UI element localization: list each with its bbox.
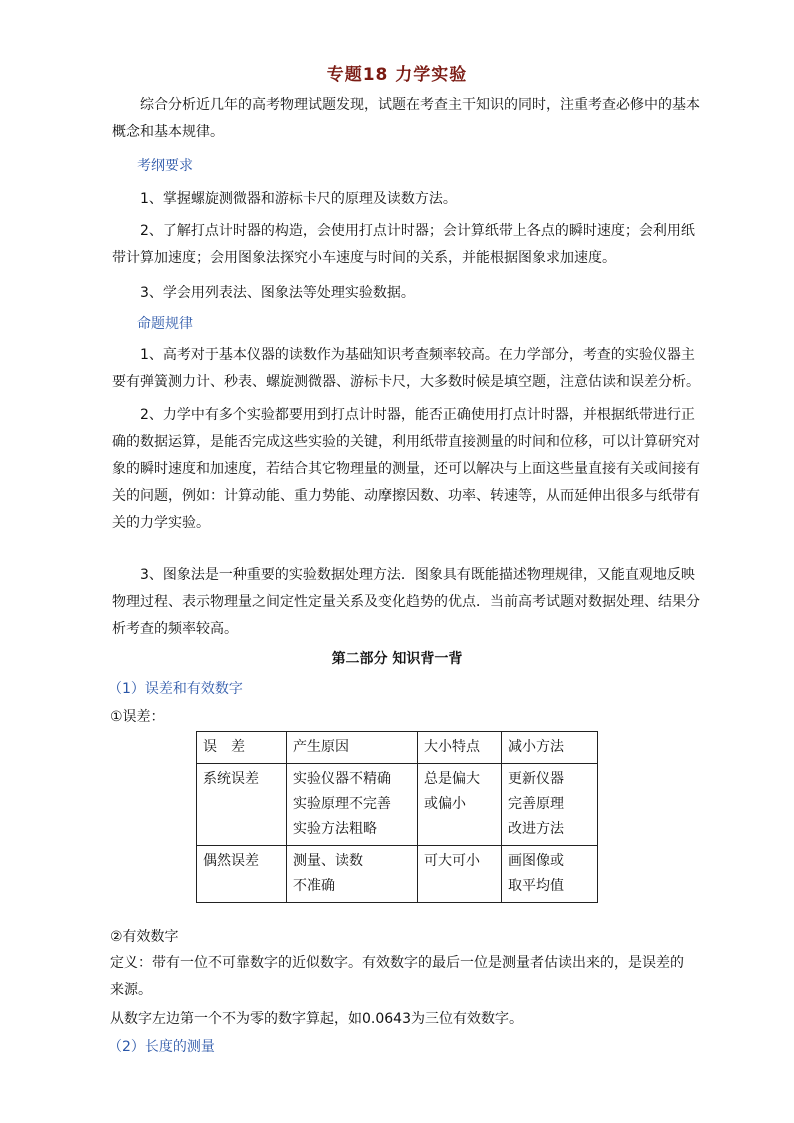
error-table <box>196 731 598 903</box>
cell-line: 实验仪器不精确 <box>293 771 391 787</box>
error-label: ①误差： <box>110 709 165 725</box>
cell-line: 不准确 <box>293 878 335 894</box>
kaogang-heading: 考纲要求 <box>137 158 193 174</box>
table-cell <box>502 764 598 846</box>
sig-figures-rule: 从数字左边第一个不为零的数字算起，如0.0643为三位有效数字。 <box>110 1011 523 1027</box>
mingti-item-2: 2、力学中有多个实验都要用到打点计时器，能否正确使用打点计时器，并根据纸带进行正确的数据运算，是能否完成这些实验的关键，利用纸带直接测量的时间和位移，可以计算研究对象的瞬时速度和加速度，若结合其它物理量的测量，还可以解决与上面这些量直接有关或间接有关的问题，例如：计算动能、重力势能、动摩擦因数、功率、转速等，从而延伸出很多与纸带有关的力学实验。 <box>112 407 700 531</box>
table-row <box>197 764 598 846</box>
table-header-cell: 产生原因 <box>287 732 418 764</box>
table-header-cell: 误 差 <box>197 732 287 764</box>
table-cell <box>287 764 418 846</box>
kaogang-item-2: 2、了解打点计时器的构造，会使用打点计时器；会计算纸带上各点的瞬时速度；会利用纸带计算加速度；会用图象法探究小车速度与时间的关系，并能根据图象求加速度。 <box>112 223 695 266</box>
cell-line: 更新仪器 <box>508 771 564 787</box>
cell-line: 测量、读数 <box>293 853 363 869</box>
sig-figures-definition: 定义：带有一位不可靠数字的近似数字。有效数字的最后一位是测量者估读出来的，是误差的来源。 <box>110 955 684 998</box>
cell-line: 画图像或 <box>508 853 564 869</box>
table-cell <box>287 846 418 903</box>
mingti-item-3: 3、图象法是一种重要的实验数据处理方法．图象具有既能描述物理规律，又能直观地反映物理过程、表示物理量之间定性定量关系及变化趋势的优点．当前高考试题对数据处理、结果分析考查的频率较高。 <box>112 567 700 637</box>
mingti-heading: 命题规律 <box>137 316 193 332</box>
part2-heading: 第二部分 知识背一背 <box>331 651 463 667</box>
mingti-item-1: 1、高考对于基本仪器的读数作为基础知识考查频率较高。在力学部分，考查的实验仪器主要有弹簧测力计、秒表、螺旋测微器、游标卡尺，大多数时候是填空题，注意估读和误差分析。 <box>112 347 700 390</box>
table-row <box>197 846 598 903</box>
section-1-heading: （1）误差和有效数字 <box>108 681 243 697</box>
table-header-row <box>197 732 598 764</box>
kaogang-item-3: 3、学会用列表法、图象法等处理实验数据。 <box>140 285 415 301</box>
cell-line: 实验方法粗略 <box>293 821 377 837</box>
cell-line: 总是偏大 <box>424 771 480 787</box>
page-title: 专题18 力学实验 <box>326 65 468 85</box>
table-header-cell: 减小方法 <box>502 732 598 764</box>
kaogang-item-1: 1、掌握螺旋测微器和游标卡尺的原理及读数方法。 <box>140 191 457 207</box>
table-header-cell: 大小特点 <box>418 732 502 764</box>
sig-figures-label: ②有效数字 <box>110 929 179 945</box>
intro-paragraph: 综合分析近几年的高考物理试题发现，试题在考查主干知识的同时，注重考查必修中的基本概念和基本规律。 <box>112 97 700 140</box>
table-cell: 偶然误差 <box>197 846 287 903</box>
table-cell: 系统误差 <box>197 764 287 846</box>
table-cell <box>418 846 502 903</box>
section-2-heading: （2）长度的测量 <box>108 1039 215 1055</box>
cell-line: 实验原理不完善 <box>293 796 391 812</box>
table-cell <box>502 846 598 903</box>
cell-line: 改进方法 <box>508 821 564 837</box>
cell-line: 或偏小 <box>424 796 466 812</box>
cell-line: 完善原理 <box>508 796 564 812</box>
table-cell <box>418 764 502 846</box>
cell-line: 可大可小 <box>424 853 480 869</box>
cell-line: 取平均值 <box>508 878 564 894</box>
